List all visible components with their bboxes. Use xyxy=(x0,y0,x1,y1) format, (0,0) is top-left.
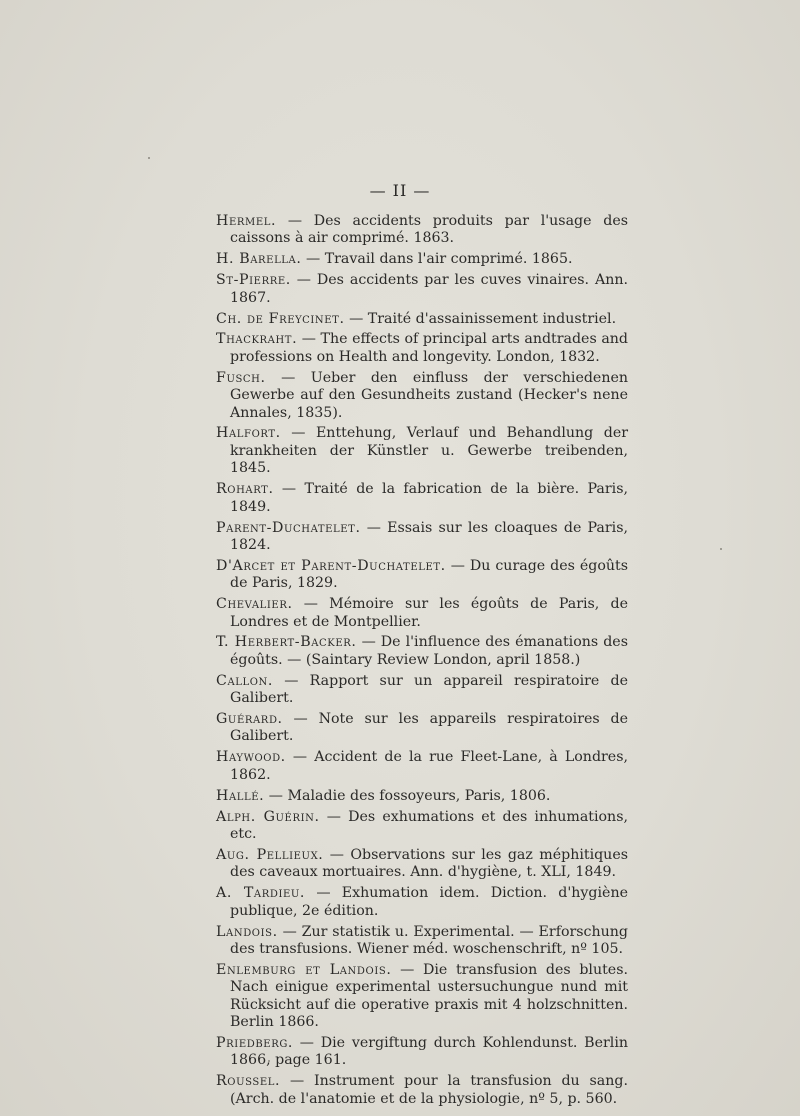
reference-entry xyxy=(216,596,628,631)
page-number: — II — xyxy=(369,181,431,200)
reference-text: — Rapport sur un appareil respiratoire de Galibert. xyxy=(230,672,628,707)
reference-text: — Accident de la rue Fleet-Lane, à Londres, 1862. xyxy=(230,749,628,783)
reference-entry xyxy=(216,331,628,366)
reference-author: Aug. Pellieux. xyxy=(216,846,324,863)
reference-author: Chevalier. xyxy=(216,596,293,613)
reference-entry xyxy=(216,924,628,959)
reference-entry xyxy=(216,962,628,1032)
reference-author: Fusch. xyxy=(216,369,266,386)
reference-text: — Traité de la fabrication de la bière. Paris, 1849. xyxy=(230,481,628,515)
reference-author: Enlemburg et Landois. xyxy=(216,961,392,978)
reference-text: — De l'influence des émanations des égoûts. — (Saintary Review London, april 1858.) xyxy=(230,634,628,668)
reference-text: — Maladie des fossoyeurs, Paris, 1806. xyxy=(264,787,551,804)
reference-text: — Des accidents par les cuves vinaires. Ann. 1867. xyxy=(230,272,628,306)
reference-text: — The effects of principal arts andtrades and professions on Health and longevity. London, 1832. xyxy=(230,331,628,365)
reference-list xyxy=(216,213,628,1112)
reference-entry xyxy=(216,809,628,844)
reference-author: Landois. xyxy=(216,923,278,940)
reference-entry xyxy=(216,425,628,477)
reference-entry xyxy=(216,251,628,268)
reference-author: Thackraht. xyxy=(216,331,298,348)
reference-author: Hermel. xyxy=(216,213,277,229)
reference-text: — Note sur les appareils respiratoires de Galibert. xyxy=(230,711,628,745)
reference-entry xyxy=(216,847,628,882)
reference-text: — Du curage des égoûts de Paris, 1829. xyxy=(230,557,629,592)
reference-text: — Essais sur les cloaques de Paris, 1824. xyxy=(230,519,628,553)
reference-entry xyxy=(216,311,628,328)
reference-text: — Mémoire sur les égoûts de Paris, de Londres et de Montpellier. xyxy=(230,596,628,630)
paper-speck xyxy=(148,157,150,159)
reference-entry xyxy=(216,481,628,516)
reference-author: Alph. Guérin. xyxy=(216,808,320,825)
reference-author: Parent-Duchatelet. xyxy=(216,519,361,536)
reference-entry xyxy=(216,749,628,784)
reference-text: — Traité d'assainissement industriel. xyxy=(344,310,617,327)
reference-author: Rohart. xyxy=(216,481,274,498)
reference-entry xyxy=(216,558,628,593)
reference-author: Priedberg. xyxy=(216,1034,294,1051)
reference-entry xyxy=(216,711,628,746)
reference-author: T. Herbert-Backer. xyxy=(216,634,357,651)
reference-entry xyxy=(216,213,628,248)
reference-author: Haywood. xyxy=(216,749,286,766)
reference-entry xyxy=(216,885,628,920)
reference-author: Ch. de Freycinet. xyxy=(216,310,345,327)
reference-author: A. Tardieu. xyxy=(216,885,306,902)
reference-author: D'Arcet et Parent-Duchatelet. xyxy=(216,557,446,574)
reference-text: — Die transfusion des blutes. Nach einigue experimental ustersuchungue nund mit Rücksicht auf die operative praxis mit 4 holzschnitten. Berlin 1866. xyxy=(230,961,628,1031)
reference-text: — Enttehung, Verlauf und Behandlung der krankheiten der Künstler u. Gewerbe treibenden, 1845. xyxy=(230,425,628,477)
reference-text: — Des exhumations et des inhumations, etc. xyxy=(230,808,628,842)
reference-author: Guérard. xyxy=(216,711,283,728)
reference-entry xyxy=(216,1073,628,1108)
reference-author: Halfort. xyxy=(216,425,281,442)
reference-text: — Ueber den einfluss der verschiedenen Gewerbe auf den Gesundheits zustand (Hecker's nene Annales, 1835). xyxy=(230,369,628,421)
reference-text: — Instrument pour la transfusion du sang. (Arch. de l'anatomie et de la physiologie, nº 5, p. 560. xyxy=(230,1073,628,1107)
reference-entry xyxy=(216,1035,628,1070)
reference-author: Callon. xyxy=(216,672,274,689)
paper-speck xyxy=(720,548,722,550)
reference-entry xyxy=(216,788,628,805)
reference-text: — Die vergiftung durch Kohlendunst. Berlin 1866, page 161. xyxy=(230,1034,628,1069)
reference-entry xyxy=(216,520,628,555)
reference-text: — Observations sur les gaz méphitiques des caveaux mortuaires. Ann. d'hygiène, t. XLI, 1849. xyxy=(230,846,628,881)
reference-author: Hallé. xyxy=(216,787,265,804)
reference-text: — Des accidents produits par l'usage des caissons à air comprimé. 1863. xyxy=(230,213,628,247)
reference-entry xyxy=(216,370,628,422)
reference-entry xyxy=(216,272,628,307)
reference-entry xyxy=(216,673,628,708)
reference-author: H. Barella. xyxy=(216,251,302,268)
reference-text: — Zur statistik u. Experimental. — Erforschung des transfusions. Wiener méd. woschenschrift, nº 105. xyxy=(230,923,628,957)
reference-author: Roussel. xyxy=(216,1073,281,1090)
reference-author: St-Pierre. xyxy=(216,272,291,289)
reference-entry xyxy=(216,634,628,669)
reference-text: — Travail dans l'air comprimé. 1865. xyxy=(301,251,573,268)
reference-text: — Exhumation idem. Diction. d'hygiène publique, 2e édition. xyxy=(230,885,628,919)
